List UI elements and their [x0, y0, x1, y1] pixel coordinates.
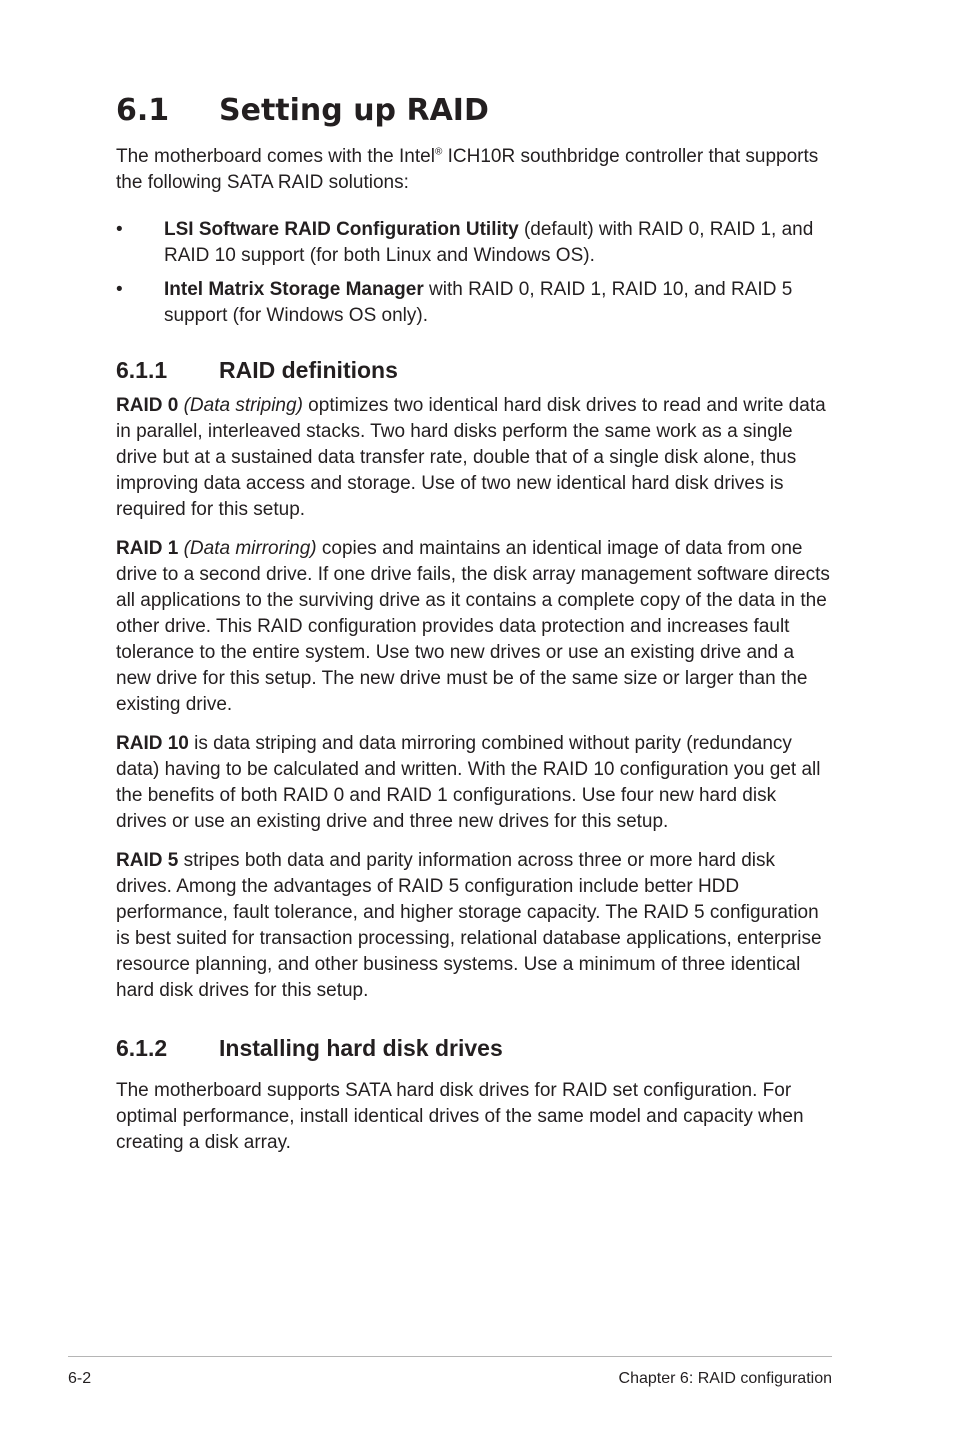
definition-term: RAID 5: [116, 850, 179, 871]
registered-mark: ®: [434, 146, 443, 158]
definition-text: optimizes two identical hard disk drives to read and write data in parallel, interleaved stacks. Two hard disks perform the same work as a single drive but at a sustained data transfer rate, double that of a single disk alone, thus improving data access and storage. Use of two new identical hard disk drives is required for this setup.: [116, 395, 826, 520]
definition-term: RAID 10: [116, 733, 189, 754]
definition-raid-10: [116, 731, 832, 835]
section-number: 6.1: [116, 93, 170, 128]
subsection-number: 6.1.1: [116, 357, 168, 383]
list-item-title: LSI Software RAID Configuration Utility: [164, 219, 519, 240]
definition-term: RAID 0: [116, 395, 179, 416]
intro-paragraph: [116, 144, 832, 196]
definition-text: stripes both data and parity information across three or more hard disk drives. Among the advantages of RAID 5 configuration include better HDD performance, fault tolerance, and higher storage capacity. The RAID 5 configuration is best suited for transaction processing, relational database applications, enterprise resource planning, and other business systems. Use a minimum of three identical hard disk drives for this setup.: [116, 850, 822, 1001]
definition-raid-5: [116, 848, 832, 1004]
subsection-heading-installing-drives: [116, 1033, 503, 1063]
definition-alias: (Data striping): [178, 395, 303, 416]
subsection-number: 6.1.2: [116, 1035, 168, 1061]
definition-text: is data striping and data mirroring combined without parity (redundancy data) having to be calculated and written. With the RAID 10 configuration you get all the benefits of both RAID 0 and RAID 1 configurations. Use four new hard disk drives or use an existing drive and three new drives for this setup.: [116, 733, 821, 832]
raid-solutions-list: [116, 217, 832, 337]
list-item-text: (default) with RAID 0, RAID 1, and RAID 10 support (for both Linux and Windows OS).: [164, 219, 814, 266]
footer-divider: [68, 1356, 832, 1357]
subsection-title: RAID definitions: [219, 357, 398, 383]
intro-text-start: The motherboard comes with the Intel: [116, 146, 435, 167]
section-title: Setting up RAID: [219, 93, 489, 128]
subsection-title: Installing hard disk drives: [219, 1035, 503, 1061]
list-item-text: with RAID 0, RAID 1, RAID 10, and RAID 5 support (for Windows OS only).: [164, 279, 793, 326]
definition-raid-1: [116, 536, 832, 718]
bullet-icon: •: [116, 279, 123, 300]
page-number: 6-2: [68, 1370, 92, 1387]
definition-term: RAID 1: [116, 538, 179, 559]
list-item-title: Intel Matrix Storage Manager: [164, 279, 424, 300]
install-paragraph: The motherboard supports SATA hard disk drives for RAID set configuration. For optimal performance, install identical drives of the same model and capacity when creating a disk array.: [116, 1080, 804, 1153]
definition-raid-0: [116, 393, 832, 523]
definition-text: copies and maintains an identical image of data from one drive to a second drive. If one drive fails, the disk array management software directs all applications to the surviving drive as it contains a complete copy of the data in the other drive. This RAID configuration provides data protection and increases fault tolerance to the entire system. Use two new drives or use an existing drive and a new drive for this setup. The new drive must be of the same size or larger than the existing drive.: [116, 538, 830, 715]
subsection-heading-raid-definitions: [116, 355, 398, 385]
section-heading: [116, 92, 489, 130]
list-item: [116, 277, 832, 329]
intro-text-end: ICH10R southbridge controller that supports the following SATA RAID solutions:: [116, 146, 819, 193]
raid-definitions: [116, 393, 832, 1017]
bullet-icon: •: [116, 219, 123, 240]
list-item: [116, 217, 832, 269]
chapter-title: Chapter 6: RAID configuration: [618, 1370, 832, 1387]
definition-alias: (Data mirroring): [178, 538, 317, 559]
